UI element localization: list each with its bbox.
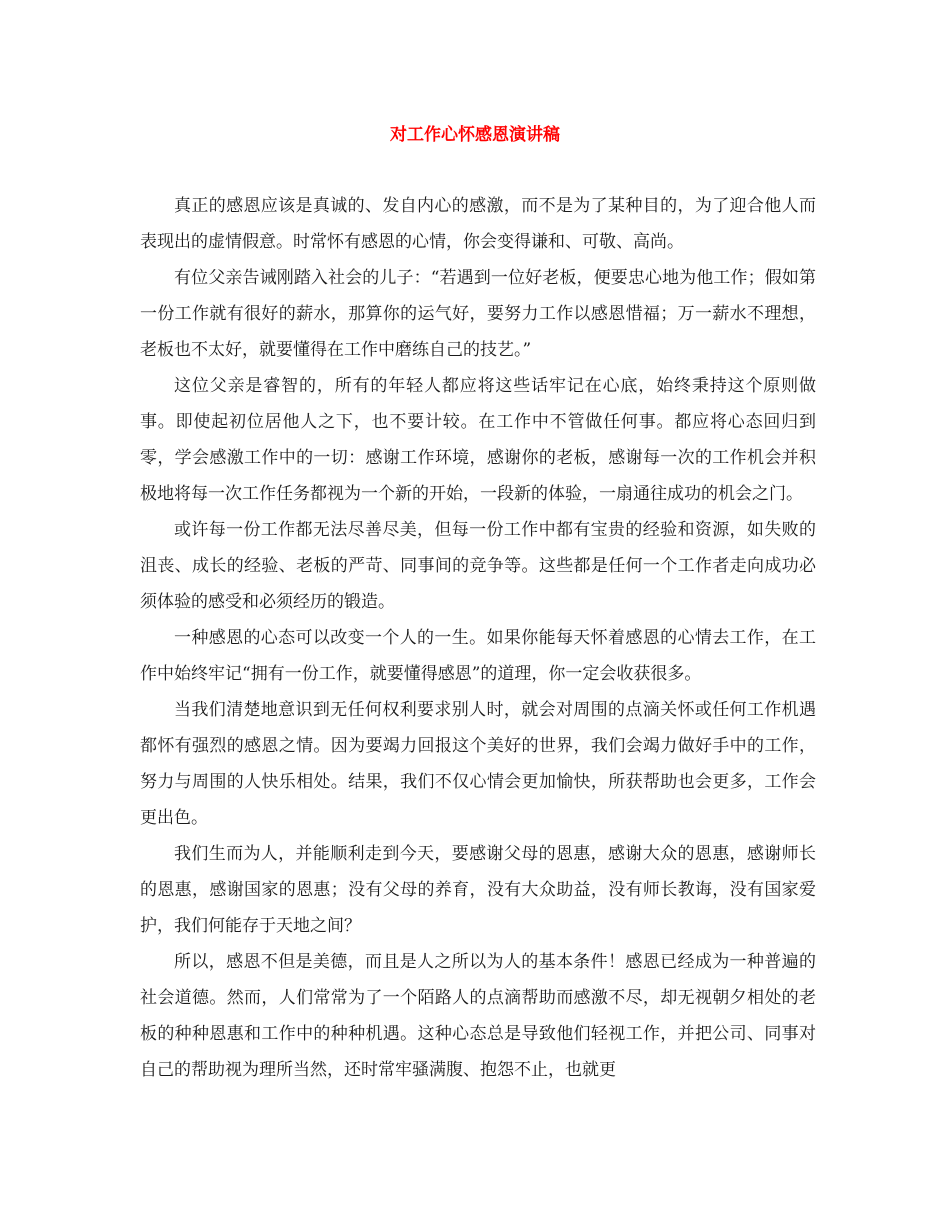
paragraph-7: 我们生而为人，并能顺利走到今天，要感谢父母的恩惠，感谢大众的恩惠，感谢师长的恩惠，感谢国家的恩惠；没有父母的养育，没有大众助益，没有师长教诲，没有国家爱护，我们何能存于天地之间？ <box>140 844 816 936</box>
paragraph-5: 一种感恩的心态可以改变一个人的一生。如果你能每天怀着感恩的心情去工作，在工作中始终牢记“拥有一份工作，就要懂得感恩”的道理，你一定会收获很多。 <box>140 628 816 684</box>
document-body <box>140 188 816 1088</box>
paragraph-8: 所以，感恩不但是美德，而且是人之所以为人的基本条件！感恩已经成为一种普遍的社会道德。然而，人们常常为了一个陌路人的点滴帮助而感激不尽，却无视朝夕相处的老板的种种恩惠和工作中的种种机遇。这种心态总是导致他们轻视工作，并把公司、同事对自己的帮助视为理所当然，还时常牢骚满腹、抱怨不止，也就更 <box>140 952 816 1080</box>
paragraph-1: 真正的感恩应该是真诚的、发自内心的感激，而不是为了某种目的，为了迎合他人而表现出的虚情假意。时常怀有感恩的心情，你会变得谦和、可敬、高尚。 <box>140 196 816 252</box>
paragraph-4: 或许每一份工作都无法尽善尽美，但每一份工作中都有宝贵的经验和资源，如失败的沮丧、成长的经验、老板的严苛、同事间的竞争等。这些都是任何一个工作者走向成功必须体验的感受和必须经历的锻造。 <box>140 520 816 612</box>
paragraph-6: 当我们清楚地意识到无任何权利要求别人时，就会对周围的点滴关怀或任何工作机遇都怀有强烈的感恩之情。因为要竭力回报这个美好的世界，我们会竭力做好手中的工作，努力与周围的人快乐相处。结果，我们不仅心情会更加愉快，所获帮助也会更多，工作会更出色。 <box>140 700 816 828</box>
paragraph-3: 这位父亲是睿智的，所有的年轻人都应将这些话牢记在心底，始终秉持这个原则做事。即使起初位居他人之下，也不要计较。在工作中不管做任何事。都应将心态回归到零，学会感激工作中的一切：感谢工作环境，感谢你的老板，感谢每一次的工作机会并积极地将每一次工作任务都视为一个新的开始，一段新的体验，一扇通往成功的机会之门。 <box>140 376 816 504</box>
paragraph-2: 有位父亲告诫刚踏入社会的儿子：“若遇到一位好老板，便要忠心地为他工作；假如第一份工作就有很好的薪水，那算你的运气好，要努力工作以感恩惜福；万一薪水不理想，老板也不太好，就要懂得在工作中磨练自己的技艺。” <box>140 268 816 360</box>
document-title: 对工作心怀感恩演讲稿 <box>390 125 560 145</box>
